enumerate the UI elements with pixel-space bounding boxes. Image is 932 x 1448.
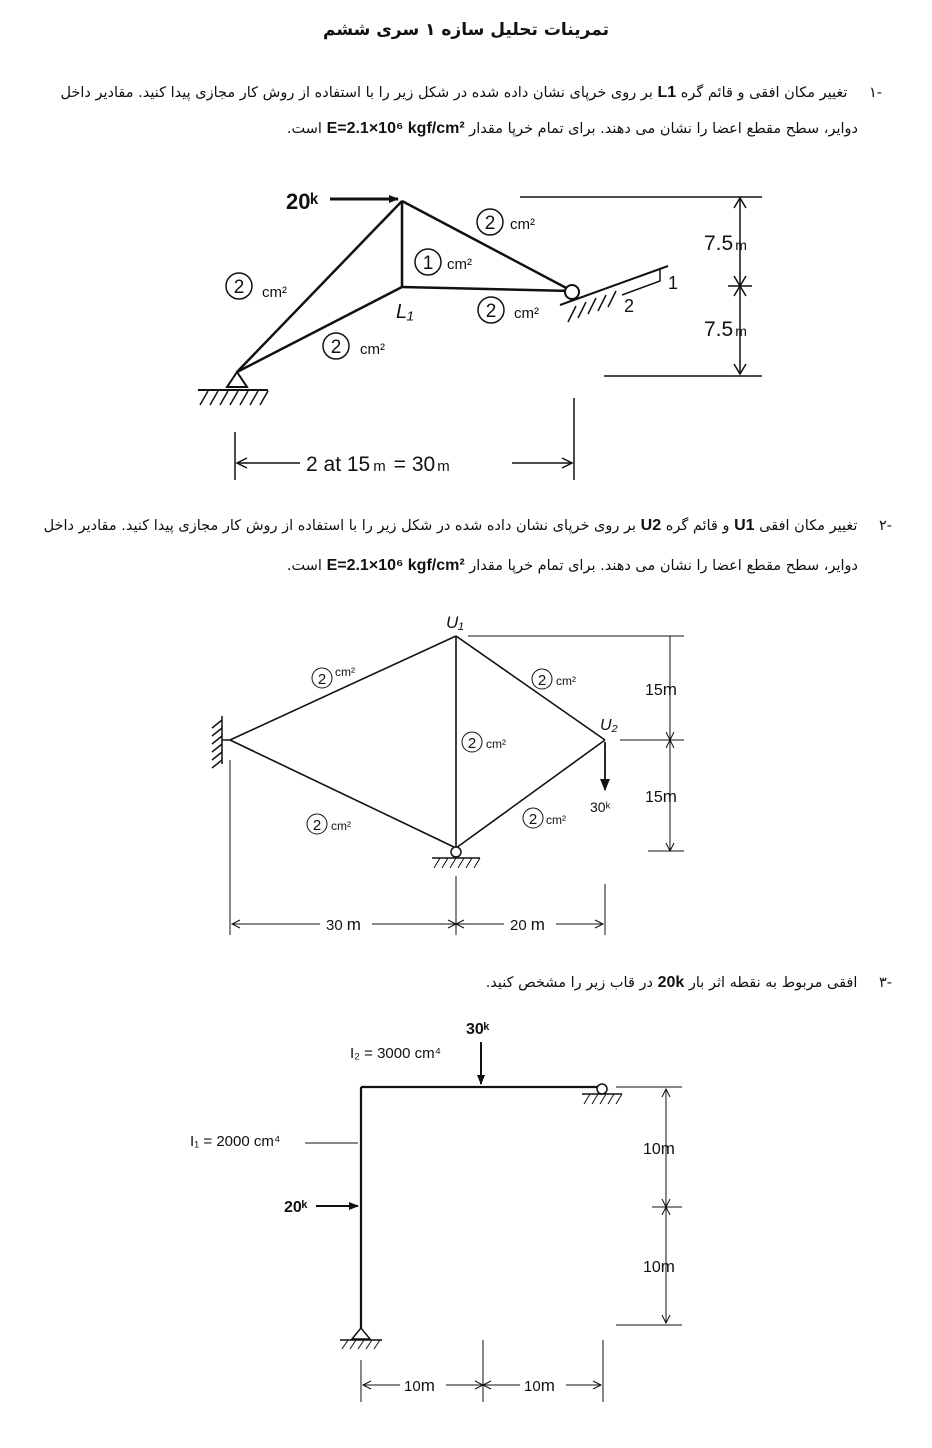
slope-horizontal-label: 2 <box>624 296 635 316</box>
question-2-text-d: دوایر، سطح مقطع اعضا را نشان می دهند. برای تمام خرپا مقدار <box>469 558 858 574</box>
span-dimension <box>230 760 605 935</box>
area-label <box>462 732 506 752</box>
svg-text:cm²: cm² <box>262 284 287 301</box>
svg-text:cm²: cm² <box>514 305 539 322</box>
node-label-u2: U₂ <box>600 717 618 734</box>
svg-text:2: 2 <box>330 337 342 358</box>
svg-text:cm²: cm² <box>556 674 576 688</box>
question-3-line <box>12 966 892 1000</box>
svg-text:2: 2 <box>317 671 327 688</box>
area-label <box>312 665 355 688</box>
question-1-line-2 <box>48 112 858 146</box>
area-label <box>415 249 472 275</box>
question-2-text-a: تغییر مکان افقی <box>759 518 858 534</box>
question-1-text-d: است. <box>286 121 322 137</box>
question-2-node-1: U1 <box>734 517 755 534</box>
svg-text:2: 2 <box>537 672 547 689</box>
area-label <box>226 273 287 301</box>
dimension-top: 7.5 m <box>704 232 747 255</box>
span-right: 20 m <box>510 915 545 934</box>
svg-text:cm²: cm² <box>486 737 506 751</box>
load-label: 20ᵏ <box>286 189 319 214</box>
question-2-text-c: بر روی خرپای نشان داده شده در شکل زیر را با استفاده از روش کار مجازی پیدا کنید. مقادیر داخل <box>43 518 637 534</box>
pin-support-bottom <box>432 847 480 868</box>
svg-text:2: 2 <box>467 735 477 752</box>
dimension-bottom: 15m <box>645 787 677 806</box>
frame-members <box>361 1087 602 1328</box>
pin-support-left <box>198 372 268 405</box>
svg-text:2: 2 <box>312 817 322 834</box>
svg-text:cm²: cm² <box>447 256 472 273</box>
svg-text:2: 2 <box>485 301 497 322</box>
area-label <box>477 209 535 235</box>
area-label <box>478 297 539 323</box>
question-1-line-1 <box>42 76 882 110</box>
span-left: 10m <box>404 1376 435 1395</box>
area-label <box>323 333 385 359</box>
figure-2-truss <box>0 600 932 945</box>
question-2-text-e: است. <box>286 558 322 574</box>
span-left: 30 m <box>326 915 361 934</box>
page-title: تمرینات تحلیل سازه ۱ سری ششم <box>323 20 609 40</box>
svg-text:cm²: cm² <box>335 665 355 679</box>
question-3-text-a: افقی مربوط به نقطه اثر بار <box>688 975 858 991</box>
area-label <box>307 814 351 834</box>
area-label <box>532 669 576 689</box>
dimension-bottom: 7.5 m <box>704 318 747 341</box>
node-label-u1: U₁ <box>446 613 464 632</box>
pin-support-bottom <box>340 1328 382 1349</box>
question-2-node-2: U2 <box>640 517 662 534</box>
span-label: 2 at 15 m = 30 m <box>306 453 450 476</box>
dimension-bottom: 10m <box>643 1257 675 1276</box>
span-dimension <box>361 1340 603 1402</box>
svg-text:cm²: cm² <box>546 813 566 827</box>
svg-text:2: 2 <box>484 213 496 234</box>
dimension-top: 10m <box>643 1139 675 1158</box>
roller-support-right <box>560 266 668 322</box>
node-label-l1: L₁ <box>396 301 414 323</box>
top-load-label: 30ᵏ <box>466 1021 490 1038</box>
column-stiffness: I₁ = 2000 cm⁴ <box>190 1133 281 1150</box>
question-1-text-a: تغییر مکان افقی و قائم گره <box>680 85 848 101</box>
vertical-dimension <box>616 1087 682 1325</box>
fixed-support-left <box>212 716 230 768</box>
svg-text:2: 2 <box>528 811 538 828</box>
question-1-node: L1 <box>657 84 677 101</box>
question-1-text-c: دوایر، سطح مقطع اعضا را نشان می دهند. برای تمام خرپا مقدار <box>469 121 858 137</box>
figure-1-truss <box>0 170 932 500</box>
svg-text:2: 2 <box>233 277 245 298</box>
question-2-number: -۲ <box>878 518 892 534</box>
question-1-number: -۱ <box>868 85 882 101</box>
question-2-modulus: E=2.1×10⁶ kgf/cm² <box>326 557 465 574</box>
question-3-load-ref: 20k <box>657 974 685 991</box>
svg-text:cm²: cm² <box>331 819 351 833</box>
question-3-text-b: در قاب زیر را مشخص کنید. <box>485 975 653 991</box>
question-2-line-1 <box>12 509 892 543</box>
svg-text:cm²: cm² <box>510 216 535 233</box>
area-label <box>523 808 566 828</box>
side-load-label: 20ᵏ <box>284 1199 308 1216</box>
question-1-text-b: بر روی خرپای نشان داده شده در شکل زیر را با استفاده از روش کار مجازی پیدا کنید. مقادیر داخل <box>60 85 653 101</box>
dimension-top: 15m <box>645 680 677 699</box>
beam-stiffness: I₂ = 3000 cm⁴ <box>350 1045 442 1062</box>
question-3-number: -۳ <box>878 975 892 991</box>
question-2-line-2 <box>48 549 858 583</box>
span-right: 10m <box>524 1376 555 1395</box>
question-2-text-b: و قائم گره <box>665 518 730 534</box>
figure-3-frame <box>0 1010 932 1430</box>
load-label: 30ᵏ <box>590 799 611 815</box>
svg-text:1: 1 <box>422 253 434 274</box>
question-1-modulus: E=2.1×10⁶ kgf/cm² <box>326 120 465 137</box>
svg-text:cm²: cm² <box>360 341 385 358</box>
vertical-dimension <box>520 197 762 376</box>
slope-vertical-label: 1 <box>668 273 679 293</box>
